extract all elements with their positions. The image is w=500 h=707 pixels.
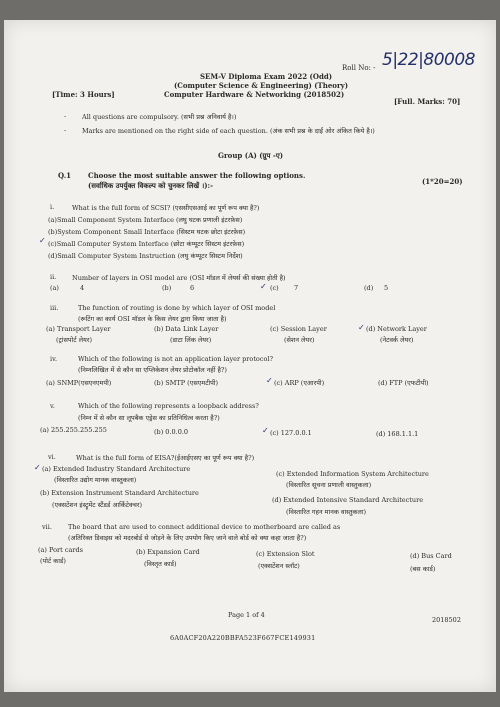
question-number: iii. [50, 304, 59, 312]
subject: Computer Hardware & Networking (2018502) [164, 90, 345, 99]
time-label: [Time: 3 Hours] [52, 90, 115, 99]
option-c: (c) 127.0.0.1 [270, 429, 312, 437]
option-b-value: 6 [190, 284, 195, 292]
answer-mark-icon: ✓ [34, 463, 41, 472]
option-a-hi: (विस्तारित उद्योग मानक वास्तुकला) [54, 476, 137, 484]
paper-hash: 6A0ACF20A220BBFA523F667FCE149931 [170, 634, 316, 642]
paper-code: 2018502 [432, 616, 461, 624]
question-text: Which of the following represents a loopback address? [78, 402, 259, 410]
answer-mark-icon: ✓ [358, 323, 365, 332]
option-c: (c) ARP (एआरपी) [274, 379, 325, 387]
answer-mark-icon: ✓ [266, 376, 273, 385]
option-d: (d)Small Computer System Instruction (लघु कंप्यूटर सिस्टम निर्देश) [48, 252, 243, 260]
exam-paper [4, 20, 496, 692]
question-text-hi: (अतिरिक्त डिवाइस को मदरबोर्ड से जोड़ने के लिए उपयोग किए जाने वाले बोर्ड को क्या कहा जाता है?) [68, 534, 307, 542]
answer-mark-icon: ✓ [260, 282, 267, 291]
option-b: (b) Data Link Layer [154, 325, 219, 333]
answer-mark-icon: ✓ [39, 236, 46, 245]
question-text: Number of layers in OSI model are (OSI मॉडल में लेयर्स की संख्या होती है) [72, 274, 286, 282]
roll-number-handwritten: 5|22|80008 [382, 50, 475, 70]
question-number: iv. [50, 355, 58, 363]
question-text: What is the full form of EISA?(ईआईएसए का पूर्ण रूप क्या है?) [76, 454, 255, 462]
question-text-hi: (निम्नलिखित में से कौन सा एप्लिकेशन लेयर प्रोटोकॉल नहीं है?) [78, 366, 227, 374]
option-d-hi: (नेटवर्क लेयर) [380, 336, 414, 344]
option-c-hi: (सेशन लेयर) [284, 336, 315, 344]
option-a: (a) 255.255.255.255 [40, 426, 107, 434]
question-text: The function of routing is done by which layer of OSI model [78, 304, 276, 312]
instruction-1: All questions are compulsory. (सभी प्रश्न अनिवार्य है।) [82, 113, 237, 121]
option-c-hi: (एक्सटेंशन स्लॉट) [258, 562, 300, 570]
question-text-hi: (निम्न में से कौन सा लूपबैक एड्रेस का प्रतिनिधित्व करता है?) [78, 414, 220, 422]
option-c-value: 7 [294, 284, 299, 292]
option-d: (d) Extended Intensive Standard Architecture [272, 496, 424, 504]
option-b-hi: (एक्सटेंशन इंस्ट्रूमेंट स्टैंडर्ड आर्किटेक्चर) [52, 501, 143, 509]
question-number: v. [50, 402, 55, 410]
option-d-hi: (बस कार्ड) [410, 565, 436, 573]
option-b: (b) Expansion Card [136, 548, 200, 556]
option-c-hi: (विस्तारित सूचना प्रणाली वास्तुकला) [286, 481, 372, 489]
option-a-label: (a) [50, 284, 59, 292]
option-a: (a)Small Component System Interface (लघु घटक प्रणाली इंटरफ़ेस) [48, 216, 243, 224]
option-d: (d) FTP (एफटीपी) [378, 379, 429, 387]
q1-text-hi: (सर्वाधिक उपर्युक्त विकल्प को चुनकर लिखें ।):- [88, 181, 214, 190]
question-text: What is the full form of SCSI? (एससीएसआई का पूर्ण रूप क्या है?) [72, 204, 260, 212]
group-title: Group (A) (ग्रुप -ए) [218, 151, 284, 160]
question-text: Which of the following is not an application layer protocol? [78, 355, 273, 363]
option-c-label: (c) [270, 284, 279, 292]
page-number: Page 1 of 4 [228, 611, 265, 619]
option-d: (d) 168.1.1.1 [376, 430, 419, 438]
option-b: (b) SMTP (एसएमटीपी) [154, 379, 219, 387]
option-a: (a) Transport Layer [46, 325, 111, 333]
exam-title: SEM-V Diploma Exam 2022 (Odd) [200, 72, 333, 81]
option-b: (b)System Component Small Interface (सिस्टम घटक छोटा इंटरफ़ेस) [48, 228, 246, 236]
option-d-value: 5 [384, 284, 389, 292]
instruction-bullet: - [64, 126, 67, 134]
question-text-hi: (रूटिंग का कार्य OSI मॉडल के किस लेयर द्वारा किया जाता है) [78, 315, 227, 323]
option-a-hi: (ट्रांसपोर्ट लेयर) [56, 336, 92, 344]
question-number: vii. [42, 523, 52, 531]
option-d-label: (d) [364, 284, 374, 292]
option-a: (a) Extended Industry Standard Architecture [42, 465, 191, 473]
q1-text-en: Choose the most suitable answer the following options. [88, 171, 306, 180]
option-b-hi: (विस्तृत कार्ड) [144, 560, 177, 568]
option-a: (a) SNMP(एसएनएमपी) [46, 379, 112, 387]
option-a: (a) Port cards [38, 546, 83, 554]
option-d: (d) Network Layer [366, 325, 427, 333]
option-a-hi: (पोर्ट कार्ड) [40, 557, 66, 565]
option-d: (d) Bus Card [410, 552, 452, 560]
option-c: (c) Extended Information System Architecture [276, 470, 429, 478]
question-number: i. [50, 203, 55, 211]
question-text: The board that are used to connect additional device to motherboard are called as [68, 523, 341, 531]
answer-mark-icon: ✓ [262, 426, 269, 435]
option-c: (c)Small Computer System Interface (छोटा कंप्यूटर सिस्टम इंटरफ़ेस) [48, 240, 245, 248]
question-number: vi. [48, 453, 56, 461]
question-number: ii. [50, 273, 57, 281]
option-c: (c) Extension Slot [256, 550, 315, 558]
option-b: (b) Extension Instrument Standard Architecture [40, 489, 199, 497]
instruction-2: Marks are mentioned on the right side of each question. (अंक सभी प्रश्न के दाईं ओर अंकित किये है।) [82, 127, 375, 135]
option-d-hi: (विस्तारित गहन मानक वास्तुकला) [286, 508, 367, 516]
branch: (Computer Science & Engineering) (Theory) [174, 81, 349, 90]
roll-label: Roll No: - [342, 64, 376, 72]
full-marks: [Full. Marks: 70] [394, 97, 461, 106]
option-a-value: 4 [80, 284, 85, 292]
instruction-bullet: - [64, 112, 67, 120]
option-b: (b) 0.0.0.0 [154, 428, 189, 436]
q1-number: Q.1 [58, 171, 72, 180]
option-b-hi: (डाटा लिंक लेयर) [170, 336, 212, 344]
option-b-label: (b) [162, 284, 172, 292]
option-c: (c) Session Layer [270, 325, 327, 333]
q1-marks: (1*20=20) [422, 177, 463, 186]
